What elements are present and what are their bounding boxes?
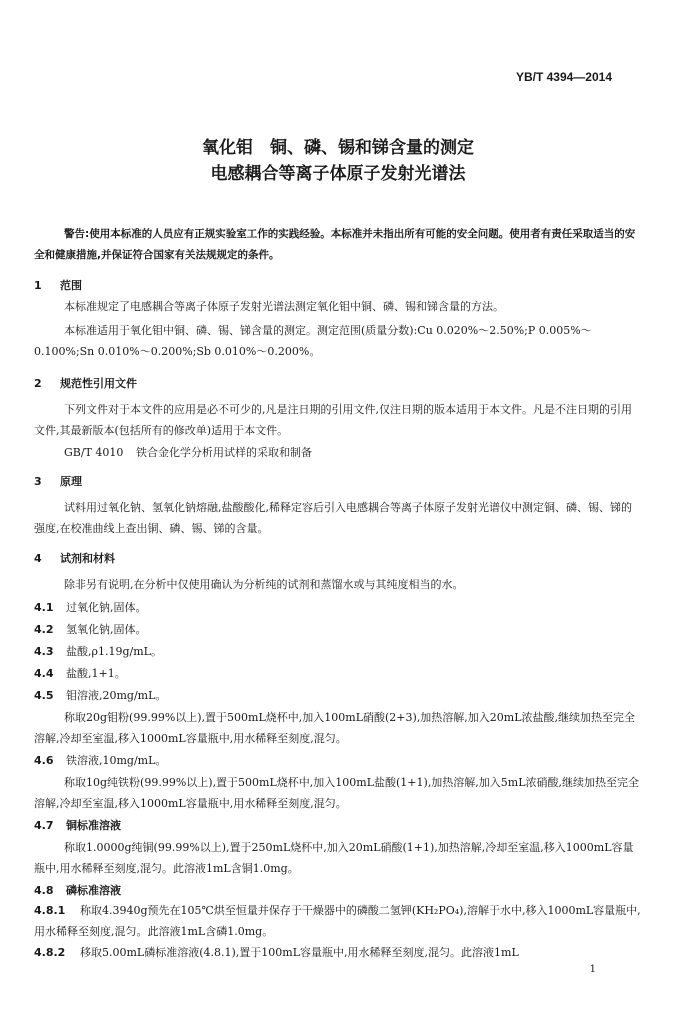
item-number: 4.8 — [34, 884, 54, 897]
item-text: 铁溶液,10mg/mL。 — [66, 754, 167, 767]
section-number: 4 — [34, 552, 42, 565]
item-text: 移取5.00mL磷标准溶液(4.8.1),置于100mL容量瓶中,用水稀释至刻度,混匀。此溶液1mL — [80, 946, 519, 959]
document-title-line1: 氧化钼 铜、磷、锡和锑含量的测定 — [202, 138, 474, 158]
scope-paragraph-1: 本标准规定了电感耦合等离子体原子发射光谱法测定氧化钼中铜、磷、锡和锑含量的方法。 — [64, 300, 504, 313]
reagent-item — [34, 597, 642, 618]
section-heading-normative-references — [34, 376, 137, 392]
references-paragraph: 下列文件对于本文件的应用是必不可少的,凡是注日期的引用文件,仅注日期的版本适用于本文件。凡是不注日期的引用文件,其最新版本(包括所有的修改单)适用于本文件。 — [34, 403, 632, 437]
reagent-item — [34, 619, 642, 640]
reagent-item — [34, 663, 642, 684]
warning-paragraph — [34, 224, 642, 266]
reference-code: GB/T 4010 — [64, 446, 124, 459]
item-number: 4.5 — [34, 689, 54, 702]
item-number: 4.8.2 — [34, 946, 66, 959]
section-title: 范围 — [60, 279, 82, 292]
item-number: 4.8.1 — [34, 904, 66, 917]
section-title: 试剂和材料 — [60, 552, 115, 565]
item-number: 4.7 — [34, 819, 54, 832]
warning-text: 使用本标准的人员应有正规实验室工作的实践经验。本标准并未指出所有可能的安全问题。使用者有责任采取适当的安全和健康措施,并保证符合国家有关法规规定的条件。 — [34, 228, 636, 261]
reagent-subitem — [34, 942, 642, 963]
item-text: 氢氧化钠,固体。 — [66, 623, 147, 636]
reagent-item — [34, 641, 642, 662]
reagent-procedure: 称取10g纯铁粉(99.99%以上),置于500mL烧杯中,加入100mL盐酸(1+1),加热溶解,加入5mL浓硝酸,继续加热至完全溶解,冷却至室温,移入1000mL容量瓶中,用水稀释至刻度,混匀。 — [34, 776, 640, 810]
page-number: 1 — [589, 964, 596, 975]
reference-title: 铁合金化学分析用试样的采取和制备 — [136, 446, 312, 459]
scope-paragraph-2: 本标准适用于氧化钼中铜、磷、锡、锑含量的测定。测定范围(质量分数):Cu 0.020%～2.50%;P 0.005%～0.100%;Sn 0.010%～0.200%;Sb 0.010%～0.200%。 — [34, 324, 592, 358]
reference-entry — [64, 445, 312, 461]
item-text: 盐酸,ρ1.19g/mL。 — [66, 645, 162, 658]
item-number: 4.4 — [34, 667, 54, 680]
item-text: 称取4.3940g预先在105℃烘至恒量并保存于干燥器中的磷酸二氢钾(KH₂PO₄),溶解于水中,移入1000mL容量瓶中,用水稀释至刻度,混匀。此溶液1mL含磷1.0mg。 — [34, 904, 641, 938]
item-number: 4.6 — [34, 754, 54, 767]
item-text: 盐酸,1+1。 — [66, 667, 126, 680]
section-heading-scope — [34, 278, 82, 294]
reagent-procedure: 称取20g钼粉(99.99%以上),置于500mL烧杯中,加入100mL硝酸(2+3),加热溶解,加入20mL浓盐酸,继续加热至完全溶解,冷却至室温,移入1000mL容量瓶中,用水稀释至刻度,混匀。 — [34, 711, 636, 745]
item-number: 4.3 — [34, 645, 54, 658]
document-title-line2: 电感耦合等离子体原子发射光谱法 — [210, 164, 466, 184]
section-heading-reagents — [34, 551, 115, 567]
section-title: 规范性引用文件 — [60, 377, 137, 390]
reagent-item — [34, 685, 642, 706]
reagent-item — [34, 815, 642, 836]
section-heading-principle — [34, 474, 82, 490]
reagent-item — [34, 750, 642, 771]
reagent-subitem — [34, 900, 642, 942]
item-text: 过氧化钠,固体。 — [66, 601, 147, 614]
principle-paragraph: 试料用过氧化钠、氢氧化钠熔融,盐酸酸化,稀释定容后引入电感耦合等离子体原子发射光谱仪中测定铜、磷、锡、锑的强度,在校准曲线上查出铜、磷、锡、锑的含量。 — [34, 501, 632, 535]
item-text: 磷标准溶液 — [66, 884, 121, 897]
reagents-intro: 除非另有说明,在分析中仅使用确认为分析纯的试剂和蒸馏水或与其纯度相当的水。 — [64, 578, 464, 591]
standard-code: YB/T 4394—2014 — [515, 70, 612, 84]
reagent-procedure: 称取1.0000g纯铜(99.99%以上),置于250mL烧杯中,加入20mL硝酸(1+1),加热溶解,冷却至室温,移入1000mL容量瓶中,用水稀释至刻度,混匀。此溶液1mL含铜1.0mg。 — [34, 841, 634, 875]
section-number: 2 — [34, 377, 42, 390]
section-number: 1 — [34, 279, 42, 292]
section-title: 原理 — [60, 475, 82, 488]
item-text: 钼溶液,20mg/mL。 — [66, 689, 167, 702]
item-number: 4.1 — [34, 601, 54, 614]
reagent-item — [34, 880, 642, 901]
item-text: 铜标准溶液 — [66, 819, 121, 832]
section-number: 3 — [34, 475, 42, 488]
warning-label: 警告: — [64, 228, 90, 240]
item-number: 4.2 — [34, 623, 54, 636]
